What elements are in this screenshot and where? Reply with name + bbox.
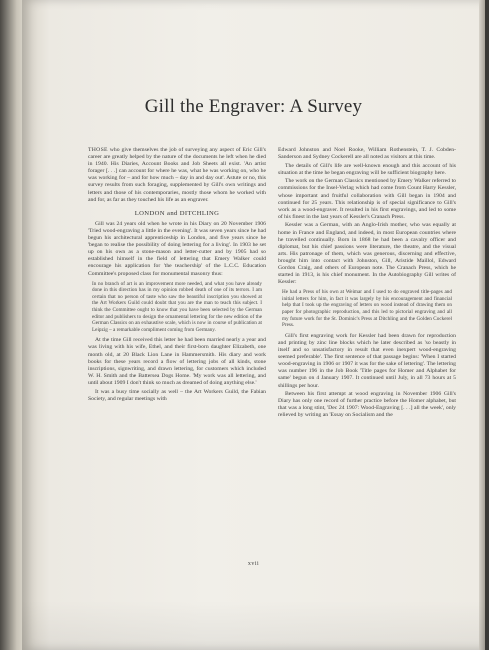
book-page [22, 0, 485, 650]
page-number: xvii [247, 561, 260, 567]
block-quote: He had a Press of his own at Weimar and I used to do engraved title-pages and initial letters for him, in fact it was largely by his encouragement and financial help that I took up the engraving of letters on wood instead of drawing them on paper for photographic reproduction, and this led to pictorial engraving and all my future work for the St. Dominic's Press at Ditchling and the Golden Cockerel Press. [282, 289, 452, 329]
intro-smallcaps: THOSE [88, 147, 108, 153]
body-paragraph: The details of Gill's life are well-known enough and this account of his situation at the time he began engraving will be sufficient biography here. [278, 162, 456, 176]
body-paragraph: Between his first attempt at wood engraving in November 1906 Gill's Diary has only one record of further practice before the Homer alphabet, but that was a long stint, 'Dec 24 1907: Wood-Engraving [. . .] all the week', only relieved by writing an 'Essay on Socialism and the [278, 391, 456, 419]
body-paragraph: At the time Gill received this letter he had been married nearly a year and was living with his wife, Ethel, and their first-born daughter Elizabeth, one month old, at 20 Black Lion Lane in Hammersmith. His diary and work books for these years record a flow of lettering jobs of all kinds, stone inscriptions, signwriting, and drawn lettering, for customers which included W. H. Smith and the Battersea Dogs Home. 'My work was all lettering, and until about 1909 I don't think so much as dreamed of doing anything else.' [88, 337, 266, 386]
body-paragraph: Kessler was a German, with an Anglo-Irish mother, who was equally at home in France and England, and indeed, in most European countries where he travelled continually. Born in 1868 he had been a cavalry officer and diplomat, but his chief passions were literature, the theatre, and the visual arts. His patronage of them, which was generous, discerning and effective, brought him into contact with Johnston, Gill, Aristide Maillol, Edward Gordon Craig, and others of European note. The Cranach Press, which he started in 1913, is his chief monument. In the Autobiography Gill writes of Kessler: [278, 222, 456, 286]
body-paragraph: Gill's first engraving work for Kessler had been drawn for reproduction and printing by zinc line blocks which he later described as 'so beastly in itself and so unsatisfactory in result that even inexpert wood-engraving seemed preferable'. The first sentence of that passage begins: 'When I started wood-engraving in 1906 or 1907 it was for the sake of lettering'. The lettering was number 196 in the Job Book 'Title pages for Homer and Alphabet for same' begun on 4 January 1907. It continued until July, in all 73 hours at 5 shillings per hour. [278, 332, 456, 389]
block-quote: In no branch of art is an improvement more needed, and what you have already done in this direction has in my opinion robbed death of one of its terrors. I am certain that no person of taste who saw the beautiful inscription you showed at the Art Workers Guild could doubt that you are the man to teach this subject. I think the Committee ought to know that you have been selected by the German editor and publishers to design the ornamental lettering for the new edition of the German Classics on an exhaustive scale, which is now in course of publication at Leipzig – a remarkable compliment coming from Germany. [92, 280, 262, 333]
body-paragraph: Edward Johnston and Noel Rooke, William Rothenstein, T. J. Cobden-Sanderson and Sydney Cockerell are all noted as visitors at this time. [278, 147, 456, 161]
intro-text: who give themselves the job of surveying any aspect of Eric Gill's career are greatly helped by the nature of the documents he left when he died in 1940. His Diaries, Account Books and Job Sheets all exist. 'An artist forager [. . .] can account for where he was, what he was working on, who he was working for – and for how much – day in and day out'. Astute or no, this survey results from such foraging, supplemented by Gill's own writings and letters and those of his contemporaries, mostly those whom he worked with and for, as far as they touched his life as an engraver. [88, 147, 266, 203]
intro-paragraph [88, 147, 266, 204]
page-shadow [22, 600, 485, 650]
section-heading: LONDON and DITCHLING [134, 209, 220, 217]
page-title: Gill the Engraver: A Survey [144, 96, 363, 117]
body-paragraph: The work on the German Classics mentioned by Emery Walker referred to commissions for the Insel-Verlag which had come from Count Harry Kessler, whose important and fruitful collaboration with Gill began in 1904 and continued for 25 years. This relationship is of special significance to Gill's work as a wood-engraver. It resulted in his first engravings, and led to some of his finest in the last years of Kessler's Cranach Press. [278, 178, 456, 220]
right-column [278, 147, 456, 421]
page-edge [479, 0, 485, 650]
left-column [88, 147, 266, 404]
body-paragraph: Gill was 24 years old when he wrote in his Diary on 20 November 1906 'Tried wood-engraving a little in the evening'. It was seven years since he had begun his architectural apprenticeship in London, and five years since he 'began to realise the possibility of doing lettering for a living'. In 1903 he set up on his own as a stone-mason and letter-cutter and by 1905 had so established himself in the field of lettering that Emery Walker could encourage his application for 'the teachership' of the L.C.C. Education Committee's proposed class for monumental masonry thus: [88, 220, 266, 277]
body-paragraph: It was a busy time socially as well – the Art Workers Guild, the Fabian Society, and regular meetings with [88, 388, 266, 402]
